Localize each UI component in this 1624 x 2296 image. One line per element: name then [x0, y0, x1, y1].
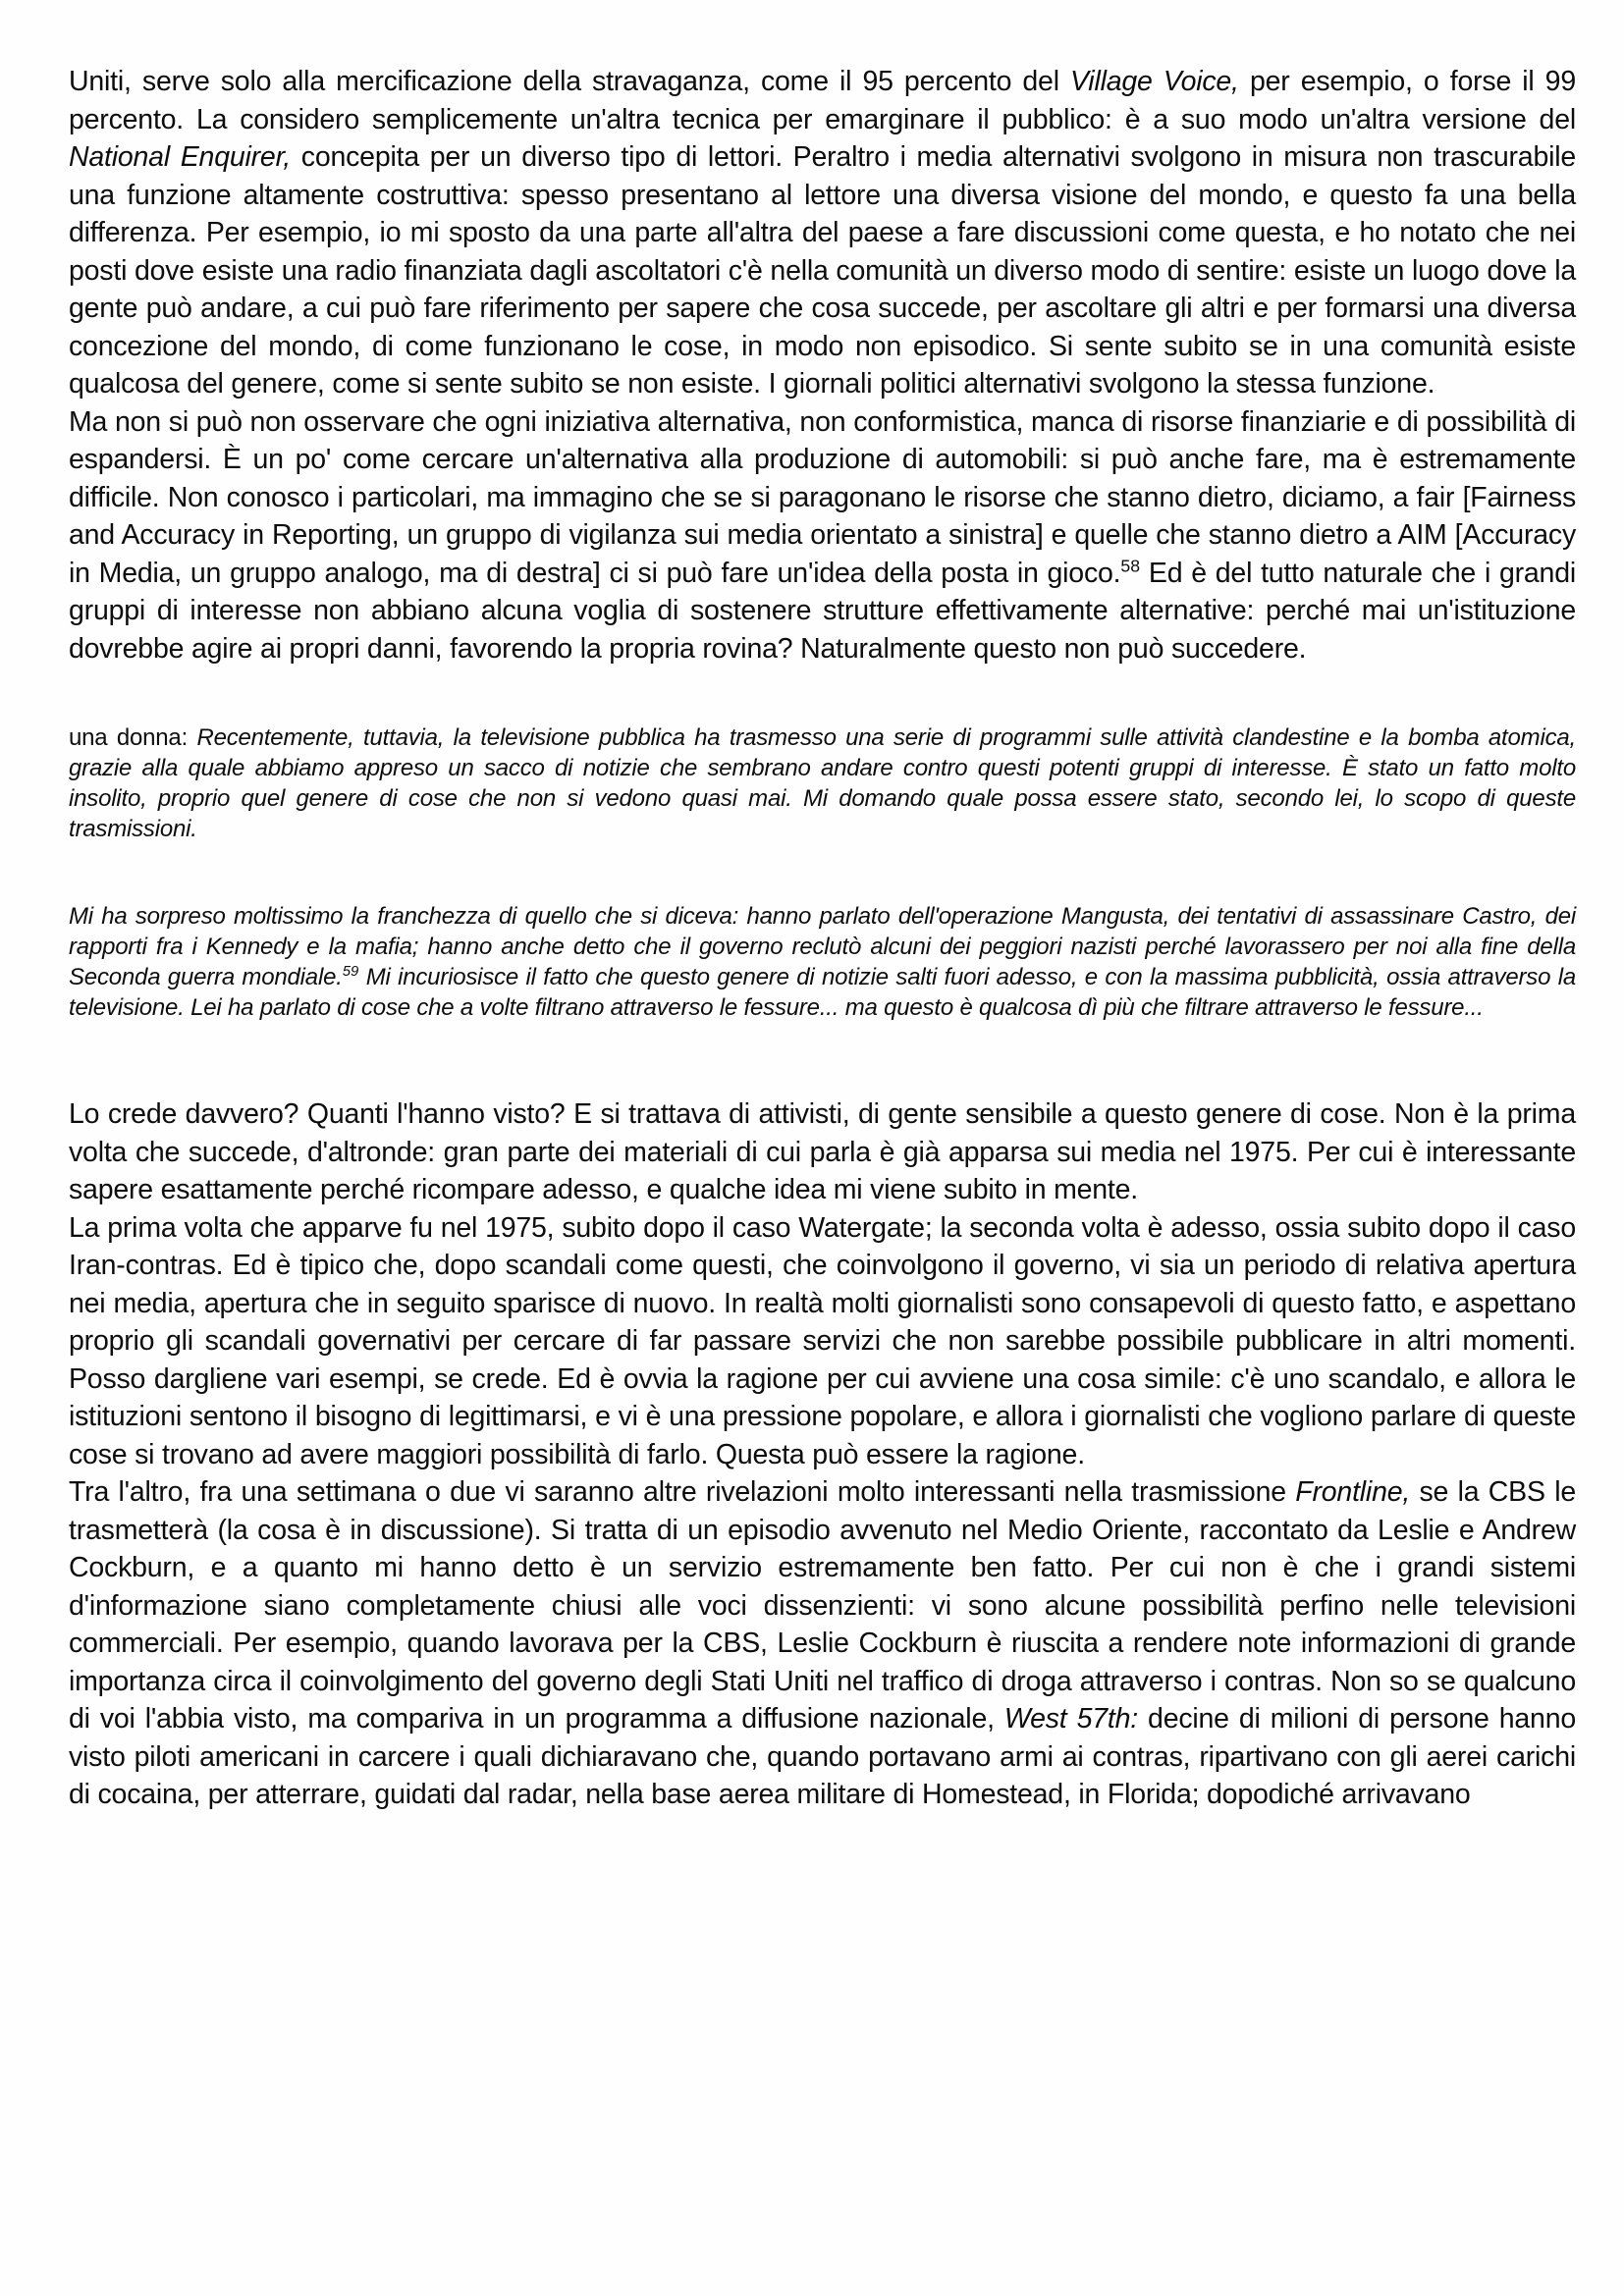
text-segment: Ed è del tutto naturale che i grandi gruppi di interesse non abbiano alcuna voglia di sostenere strutture effettivamente alternative: perché mai un'istituzione dovrebbe agire ai propri danni, favorendo la propria rovina? Naturalmente questo non può succedere. — [69, 557, 1576, 665]
italic-text-segment: National Enquirer, — [69, 141, 292, 173]
text-segment: Uniti, serve solo alla mercificazione della stravaganza, come il 95 percento del — [69, 66, 1071, 97]
text-segment: Ma non si può non osservare che ogni iniziativa alternativa, non conformistica, manca di risorse finanziarie e di possibilità di espandersi. È un po' come cercare un'alternativa alla produzione di automobili: si può anche fare, ma è estremamente difficile. Non conosco i particolari, ma immagino che se si paragonano le risorse che stanno dietro, diciamo, a fair [Fairness and Accuracy in Reporting, un gruppo di vigilanza sui media orientato a sinistra] e quelle che stanno dietro a AIM [Accuracy in Media, un gruppo analogo, ma di destra] ci si può fare un'idea della posta in gioco. — [69, 405, 1576, 589]
answer-paragraph — [69, 403, 1576, 668]
answer-paragraph — [69, 63, 1576, 403]
answer-paragraph — [69, 1095, 1576, 1209]
text-segment: una donna: — [69, 724, 197, 751]
text-column — [69, 63, 1576, 1814]
text-segment: decine di milioni di persone hanno visto piloti americani in carcere i quali dichiaravano che, quando portavano armi ai contras, ripartivano con gli aerei carichi di cocaina, per atterrare, guidati dal radar, nella base aerea militare di Homestead, in Florida; dopodiché arrivavano — [69, 1703, 1576, 1810]
footnote-reference: 58 — [1120, 556, 1141, 575]
italic-text-segment: Frontline, — [1295, 1476, 1411, 1508]
italic-text-segment: Recentemente, tuttavia, la televisione pubblica ha trasmesso una serie di programmi sulle attività clandestine e la bomba atomica, grazie alla quale abbiamo appreso un sacco di notizie che sembrano andare contro questi potenti gruppi di interesse. È stato un fatto molto insolito, proprio quel genere di cose che non si vedono quasi mai. Mi domando quale possa essere stato, secondo lei, lo scopo di queste trasmissioni. — [69, 724, 1576, 842]
italic-text-segment: West 57th: — [1003, 1703, 1138, 1735]
text-segment: concepita per un diverso tipo di lettori. Peraltro i media alternativi svolgono in misura non trascurabile una funzione altamente costruttiva: spesso presentano al lettore una diversa visione del mondo, e questo fa una bella differenza. Per esempio, io mi sposto da una parte all'altra del paese a fare discussioni come questa, e ho notato che nei posti dove esiste una radio finanziata dagli ascoltatori c'è nella comunità un diverso modo di sentire: esiste un luogo dove la gente può andare, a cui può fare riferimento per sapere che cosa succede, per ascoltare gli altri e per formarsi una diversa concezione del mondo, di come funzionano le cose, in modo non episodico. Si sente subito se in una comunità esiste qualcosa del genere, come si sente subito se non esiste. I giornali politici alternativi svolgono la stessa funzione. — [69, 141, 1577, 400]
text-segment: La prima volta che apparve fu nel 1975, subito dopo il caso Watergate; la seconda volta è adesso, ossia subito dopo il caso Iran-contras. Ed è tipico che, dopo scandali come questi, che coinvolgono il governo, vi sia un periodo di relativa apertura nei media, apertura che in seguito sparisce di nuovo. In realtà molti giornalisti sono consapevoli di questo fatto, e aspettano proprio gli scandali governativi per cercare di far passare servizi che non sarebbe possibile pubblicare in altri momenti. Posso dargliene vari esempi, se crede. Ed è ovvia la ragione per cui avviene una cosa simile: c'è uno scandalo, e allora le istituzioni sentono il bisogno di legittimarsi, e vi è una pressione popolare, e allora i giornalisti che vogliono parlare di queste cose si trovano ad avere maggiori possibilità di farlo. Questa può essere la ragione. — [69, 1211, 1576, 1470]
italic-text-segment: Village Voice, — [1070, 66, 1239, 97]
italic-text-segment: Mi ha sorpreso moltissimo la franchezza di quello che si diceva: hanno parlato dell'operazione Mangusta, dei tentativi di assassinare Castro, dei rapporti fra i Kennedy e la mafia; hanno anche detto che il governo reclutò alcuni dei peggiori nazisti perché lavorassero per noi alla fine della Seconda guerra mondiale. — [69, 903, 1576, 990]
italic-text-segment: Mi incuriosisce il fatto che questo genere di notizie salti fuori adesso, e con la massima pubblicità, ossia attraverso la televisione. Lei ha parlato di cose che a volte filtrano attraverso le fessure... ma questo è qualcosa dì più che filtrare attraverso le fessure... — [69, 964, 1576, 1021]
text-segment: se la CBS le trasmetterà (la cosa è in discussione). Si tratta di un episodio avvenuto nel Medio Oriente, raccontato da Leslie e Andrew Cockburn, e a quanto mi hanno detto è un servizio estremamente ben fatto. Per cui non è che i grandi sistemi d'informazione siano completamente chiusi alle voci dissenzienti: vi sono alcune possibilità perfino nelle televisioni commerciali. Per esempio, quando lavorava per la CBS, Leslie Cockburn è riuscita a rendere note informazioni di grande importanza circa il coinvolgimento del governo degli Stati Uniti nel traffico di droga attraverso i contras. Non so se qualcuno di voi l'abbia visto, ma compariva in un programma a diffusione nazionale, — [69, 1476, 1576, 1735]
text-segment: per esempio, o forse il 99 percento. La considero semplicemente un'altra tecnica per emarginare il pubblico: è a suo modo un'altra versione del — [69, 66, 1576, 135]
answer-paragraph — [69, 1473, 1576, 1814]
question-paragraph — [69, 722, 1576, 844]
text-segment: Tra l'altro, fra una settimana o due vi saranno altre rivelazioni molto interessanti nella trasmissione — [69, 1476, 1296, 1508]
answer-paragraph — [69, 1209, 1576, 1474]
text-segment: Lo crede davvero? Quanti l'hanno visto? E si trattava di attivisti, di gente sensibile a questo genere di cose. Non è la prima volta che succede, d'altronde: gran parte dei materiali di cui parla è già apparsa sui media nel 1975. Per cui è interessante sapere esattamente perché ricompare adesso, e qualche idea mi viene subito in mente. — [69, 1098, 1576, 1205]
question-paragraph — [69, 901, 1576, 1023]
footnote-reference: 59 — [342, 964, 359, 980]
